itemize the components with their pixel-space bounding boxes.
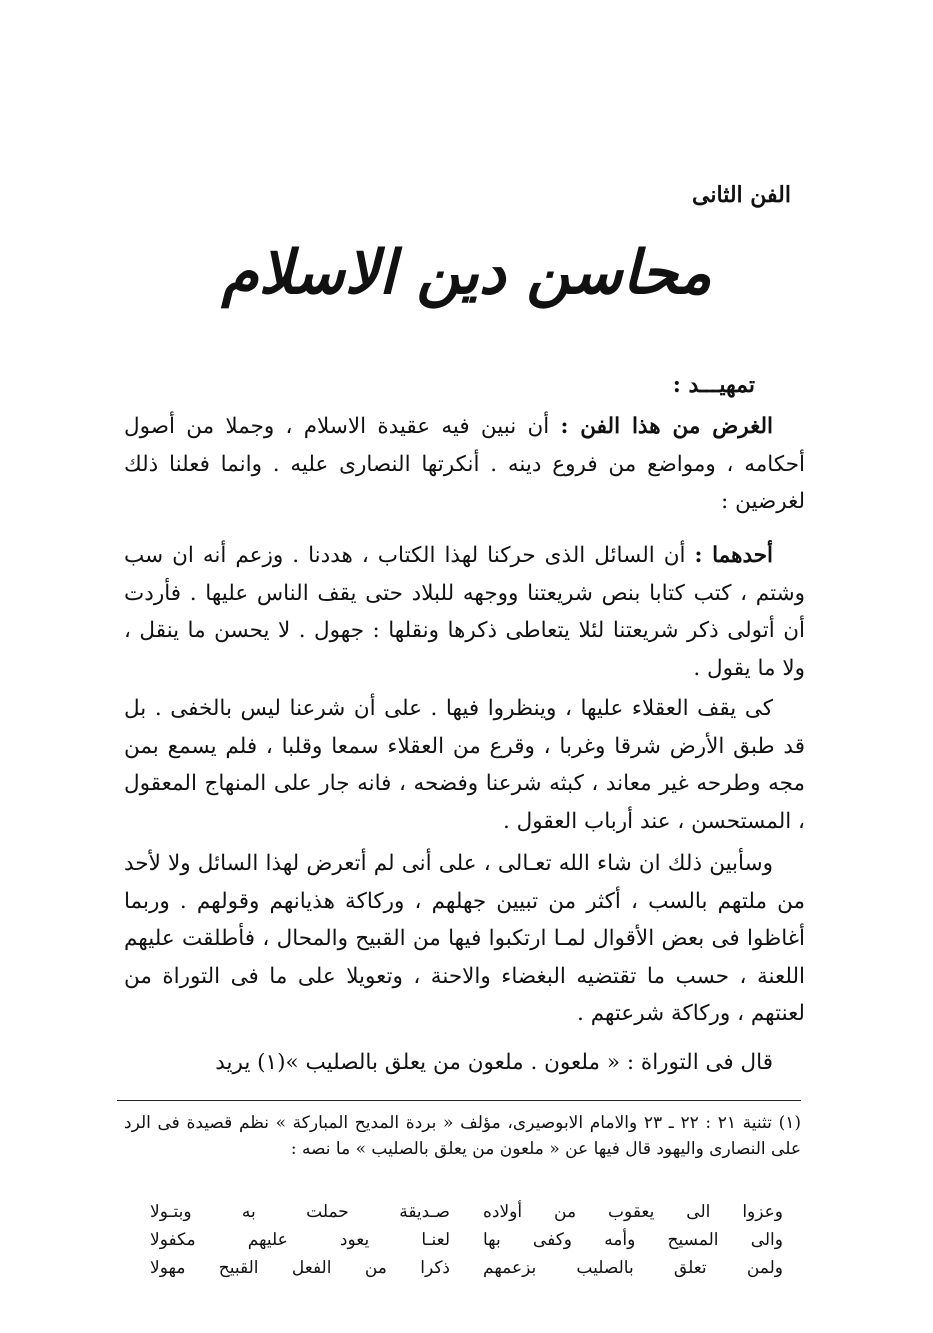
paragraph-2 [124, 537, 805, 687]
paragraph-1 [124, 408, 805, 521]
verse-second-hemistich: صـديقة حملت به وبتـولا [150, 1202, 450, 1222]
verse-row [150, 1198, 783, 1226]
footnote-divider [117, 1100, 801, 1101]
verse-first-hemistich: وعزوا الى يعقوب من أولاده [483, 1202, 783, 1222]
paragraph-text: أن نبين فيه عقيدة الاسلام ، وجملا من أصول أحكامه ، ومواضع من فروع دينه . أنكرتها النصارى عليه . وانما فعلنا ذلك لغرضين : [124, 414, 805, 514]
paragraph-text: أن السائل الذى حركنا لهذا الكتاب ، هددنا . وزعم أنه ان سب وشتم ، كتب كتابا بنص شريعتنا ووجهه للبلاد حتى يقف الناس عليها . فأردت أن أتولى ذكر شريعتنا لئلا يتعاطى ذكرها ونقلها : جهول . لا يحسن ما ينقل ، ولا ما يقول . [124, 543, 805, 681]
section-label: الفن الثانى [692, 182, 791, 208]
footnote: (١) تثنية ٢١ : ٢٢ ـ ٢٣ والامام الابوصيرى، مؤلف « بردة المديح المباركة » نظم قصيدة فى الرد على النصارى واليهود قال فيها عن « ملعون من يعلق بالصليب » ما نصه : [124, 1113, 801, 1159]
paragraph-text: قال فى التوراة : « ملعون . ملعون من يعلق بالصليب »(١) يريد [215, 1050, 773, 1075]
verse-first-hemistich: والى المسيح وأمه وكفى بها [483, 1230, 783, 1250]
verse-row [150, 1226, 783, 1254]
paragraph-3 [124, 690, 805, 840]
paragraph-5 [124, 1044, 805, 1082]
paragraph-lead: أحدهما : [694, 543, 774, 568]
paragraph-text: وسأبين ذلك ان شاء الله تعـالى ، على أنى لم أتعرض لهذا السائل ولا لأحد من ملتهم بالسب ، أكثر من تبيين جهلهم ، وركاكة هذيانهم وقولهم . وربما أغاظوا فى بعض الأقوال لمـا ارتكبوا فيها من القبيح والمحال ، فأطلقت عليهم اللعنة ، حسب ما تقتضيه البغضاء والاحنة ، وتعويلا على ما فى التوراة من لعنتهم ، وركاكة شرعتهم . [124, 851, 805, 1026]
paragraph-text: كى يقف العقلاء عليها ، وينظروا فيها . على أن شرعنا ليس بالخفى . بل قد طبق الأرض شرقا وغربا ، وقرع من العقلاء سمعا وقلبا ، فلم يسمع بمن مجه وطرحه غير معاند ، كبثه شرعنا وفضحه ، فانه جار على المنهاج المعقول ، المستحسن ، عند أرباب العقول . [124, 696, 805, 834]
section-heading: تمهيـــد : [672, 372, 755, 398]
poem-verses [150, 1198, 783, 1282]
paragraph-lead: الغرض من هذا الفن : [560, 414, 773, 439]
verse-first-hemistich: ولمن تعلق بالصليب بزعمهم [483, 1258, 783, 1278]
chapter-title: محاسن دين الاسلام [221, 238, 712, 308]
verse-second-hemistich: لعنـا يعود عليهم مكفولا [150, 1230, 450, 1250]
verse-second-hemistich: ذكرا من الفعل القبيح مهولا [150, 1258, 450, 1278]
verse-row [150, 1254, 783, 1282]
paragraph-4 [124, 845, 805, 1033]
